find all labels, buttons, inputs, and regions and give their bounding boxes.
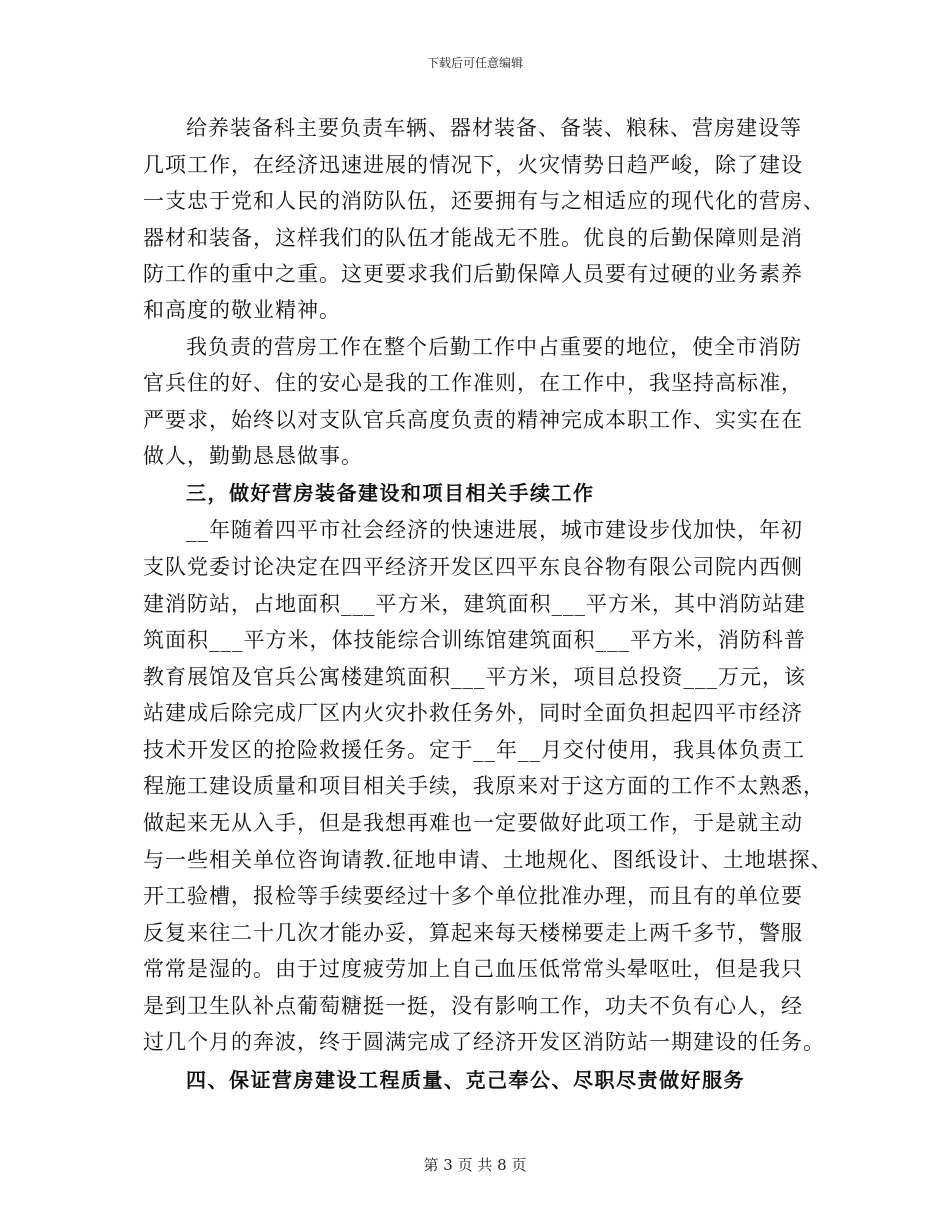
paragraph-line: 开工验槽，报检等手续要经过十多个单位批准办理，而且有的单位要 xyxy=(143,884,803,908)
paragraph-line: 器材和装备，这样我们的队伍才能战无不胜。优良的后勤保障则是消 xyxy=(143,226,803,250)
paragraph-line: 我负责的营房工作在整个后勤工作中占重要的地位，使全市消防 xyxy=(186,335,802,359)
paragraph-line: 筑面积___平方米，体技能综合训练馆建筑面积___平方米，消防科普 xyxy=(143,628,806,652)
paragraph-line: 官兵住的好、住的安心是我的工作准则，在工作中，我坚持高标准， xyxy=(143,371,803,395)
paragraph-line: 做人，勤勤恳恳做事。 xyxy=(143,444,363,468)
paragraph-line: __年随着四平市社会经济的快速进展，城市建设步伐加快，年初 xyxy=(186,518,803,542)
paragraph-line: 做起来无从入手，但是我想再难也一定要做好此项工作，于是就主动 xyxy=(143,811,803,835)
paragraph-line: 建消防站，占地面积___平方米，建筑面积___平方米，其中消防站建 xyxy=(143,592,806,616)
paragraph-line: 几项工作，在经济迅速进展的情况下，火灾情势日趋严峻，除了建设 xyxy=(143,153,803,177)
paragraph-line: 给养装备科主要负责车辆、器材装备、备装、粮秣、营房建设等 xyxy=(186,116,802,140)
paragraph-line: 过几个月的奔波，终于圆满完成了经济开发区消防站一期建设的任务。 xyxy=(143,1030,825,1054)
paragraph-line: 常常是湿的。由于过度疲劳加上自己血压低常常头晕呕吐，但是我只 xyxy=(143,957,803,981)
paragraph-line: 支队党委讨论决定在四平经济开发区四平东良谷物有限公司院内西侧 xyxy=(143,555,803,579)
page-header-note: 下载后可任意编辑 xyxy=(426,56,523,70)
page-number: 第 3 页 共 8 页 xyxy=(423,1156,527,1174)
section-heading: 三，做好营房装备建设和项目相关手续工作 xyxy=(186,481,595,505)
paragraph-line: 与一些相关单位咨询请教.征地申请、土地规化、图纸设计、土地堪探、 xyxy=(143,848,833,872)
paragraph-line: 程施工建设质量和项目相关手续，我原来对于这方面的工作不太熟悉， xyxy=(143,774,825,798)
paragraph-line: 严要求，始终以对支队官兵高度负责的精神完成本职工作、实实在在 xyxy=(143,408,803,432)
paragraph-line: 是到卫生队补点葡萄糖挺一挺，没有影响工作，功夫不负有心人，经 xyxy=(143,994,803,1018)
paragraph-line: 防工作的重中之重。这更要求我们后勤保障人员要有过硬的业务素养 xyxy=(143,262,803,286)
paragraph-line: 一支忠于党和人民的消防队伍，还要拥有与之相适应的现代化的营房、 xyxy=(143,189,825,213)
paragraph-line: 和高度的敬业精神。 xyxy=(143,298,341,322)
paragraph-line: 技术开发区的抢险救援任务。定于__年__月交付使用，我具体负责工 xyxy=(143,738,805,762)
paragraph-line: 反复来往二十几次才能办妥，算起来每天楼梯要走上两千多节，警服 xyxy=(143,921,803,945)
paragraph-line: 教育展馆及官兵公寓楼建筑面积___平方米，项目总投资___万元，该 xyxy=(143,665,806,689)
paragraph-line: 站建成后除完成厂区内火灾扑救任务外，同时全面负担起四平市经济 xyxy=(143,701,803,725)
section-heading: 四、保证营房建设工程质量、克己奉公、尽职尽责做好服务 xyxy=(186,1068,745,1092)
